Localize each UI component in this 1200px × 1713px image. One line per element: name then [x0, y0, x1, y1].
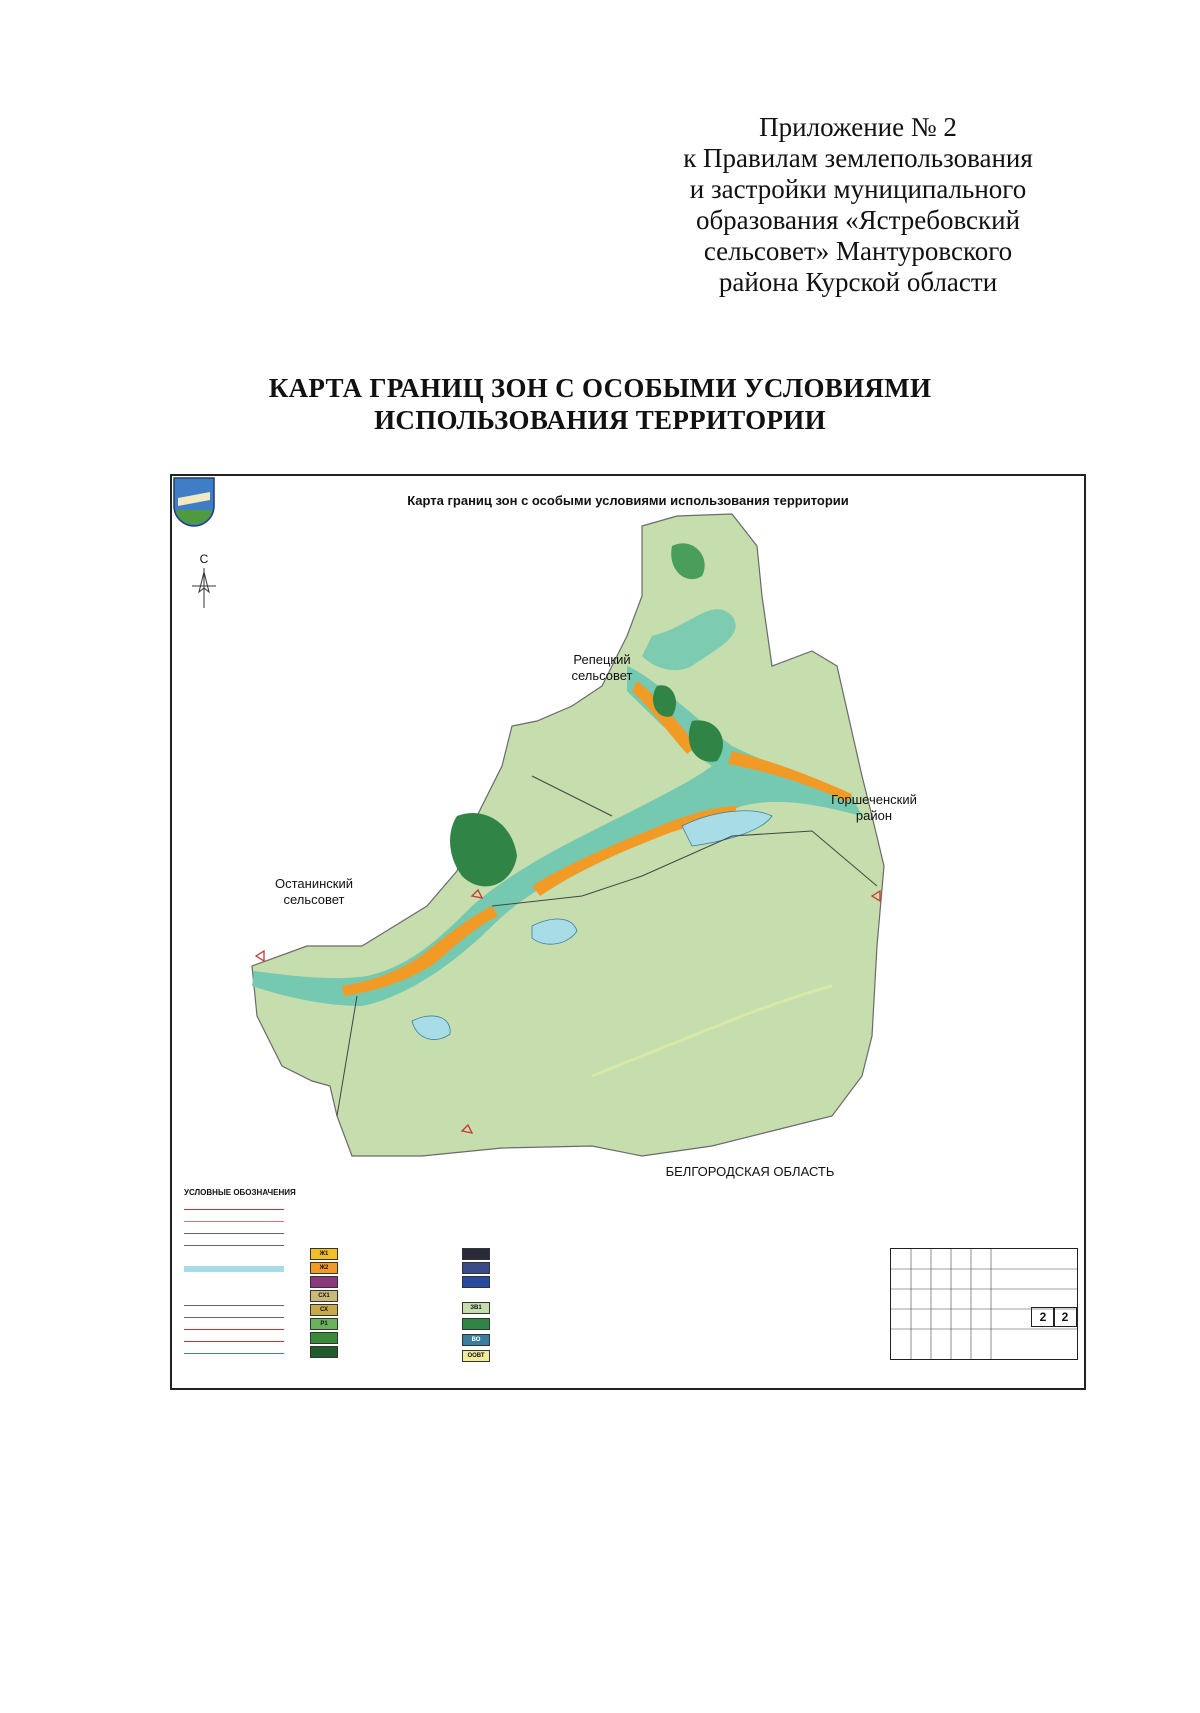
zone-code: ООВТ: [462, 1350, 490, 1362]
document-title: [0, 372, 1200, 436]
sheet-total: 2: [1053, 1307, 1077, 1327]
appendix-line-5: сельсовет» Мантуровского: [703, 236, 1013, 266]
zone-code: СХ1: [310, 1290, 338, 1302]
legend-entry: [184, 1338, 284, 1344]
legend-entry: [184, 1326, 284, 1332]
legend-entry: [184, 1350, 284, 1356]
stamp-grid: [891, 1249, 1077, 1359]
appendix-line-6: района Курской области: [718, 267, 998, 297]
appendix-block: [628, 112, 1088, 298]
label-gorshech-line1: Горшеченский: [831, 792, 917, 807]
zone-code: [310, 1332, 338, 1344]
boundary-marker: [256, 951, 264, 961]
zone-code: [462, 1318, 490, 1330]
label-repetsky-line2: сельсовет: [571, 668, 633, 683]
label-repetsky: [554, 652, 650, 684]
compass-rose-icon: [186, 552, 222, 612]
appendix-line-3: и застройки муниципального: [689, 174, 1027, 204]
sheet-number: 2: [1031, 1307, 1055, 1327]
legend-entry: [184, 1302, 284, 1308]
legend-entry: [184, 1314, 284, 1320]
map-frame: [170, 474, 1086, 1390]
appendix-line-4: образования «Ястребовский: [695, 205, 1021, 235]
label-repetsky-line1: Репецкий: [573, 652, 631, 667]
zone-code: СХ: [310, 1304, 338, 1316]
zone-code: Ж1: [310, 1248, 338, 1260]
legend-entry: [184, 1218, 284, 1224]
title-block-stamp: [890, 1248, 1078, 1360]
legend-entry: [184, 1230, 284, 1236]
zone-code: [462, 1248, 490, 1260]
label-ostaninsky: [264, 876, 364, 908]
north-arrow: [186, 552, 222, 612]
label-belgorod: БЕЛГОРОДСКАЯ ОБЛАСТЬ: [665, 1164, 835, 1179]
map-heading: Карта границ зон с особыми условиями использования территории: [407, 493, 849, 508]
coat-of-arms-icon: [172, 476, 216, 528]
label-gorshechensky: [822, 792, 926, 824]
legend-entry: [184, 1206, 284, 1212]
legend-entry: [184, 1242, 284, 1248]
title-line-1: КАРТА ГРАНИЦ ЗОН С ОСОБЫМИ УСЛОВИЯМИ: [268, 373, 932, 403]
zone-code: ВО: [462, 1334, 490, 1346]
label-ostanin-line1: Останинский: [275, 876, 353, 891]
legend-entry: [184, 1266, 284, 1272]
label-gorshech-line2: район: [855, 808, 893, 823]
zone-code: Ж2: [310, 1262, 338, 1274]
zone-code: Р1: [310, 1318, 338, 1330]
appendix-line-2: к Правилам землепользования: [683, 143, 1033, 173]
zone-code: [310, 1346, 338, 1358]
label-ostanin-line2: сельсовет: [283, 892, 345, 907]
appendix-line-1: Приложение № 2: [759, 112, 957, 142]
zone-code: [462, 1276, 490, 1288]
north-letter: С: [199, 552, 209, 566]
zone-code: [310, 1276, 338, 1288]
legend-title: УСЛОВНЫЕ ОБОЗНАЧЕНИЯ: [184, 1188, 296, 1197]
title-line-2: ИСПОЛЬЗОВАНИЯ ТЕРРИТОРИИ: [374, 405, 826, 435]
zone-code: [462, 1262, 490, 1274]
zone-code: ЗВ1: [462, 1302, 490, 1314]
